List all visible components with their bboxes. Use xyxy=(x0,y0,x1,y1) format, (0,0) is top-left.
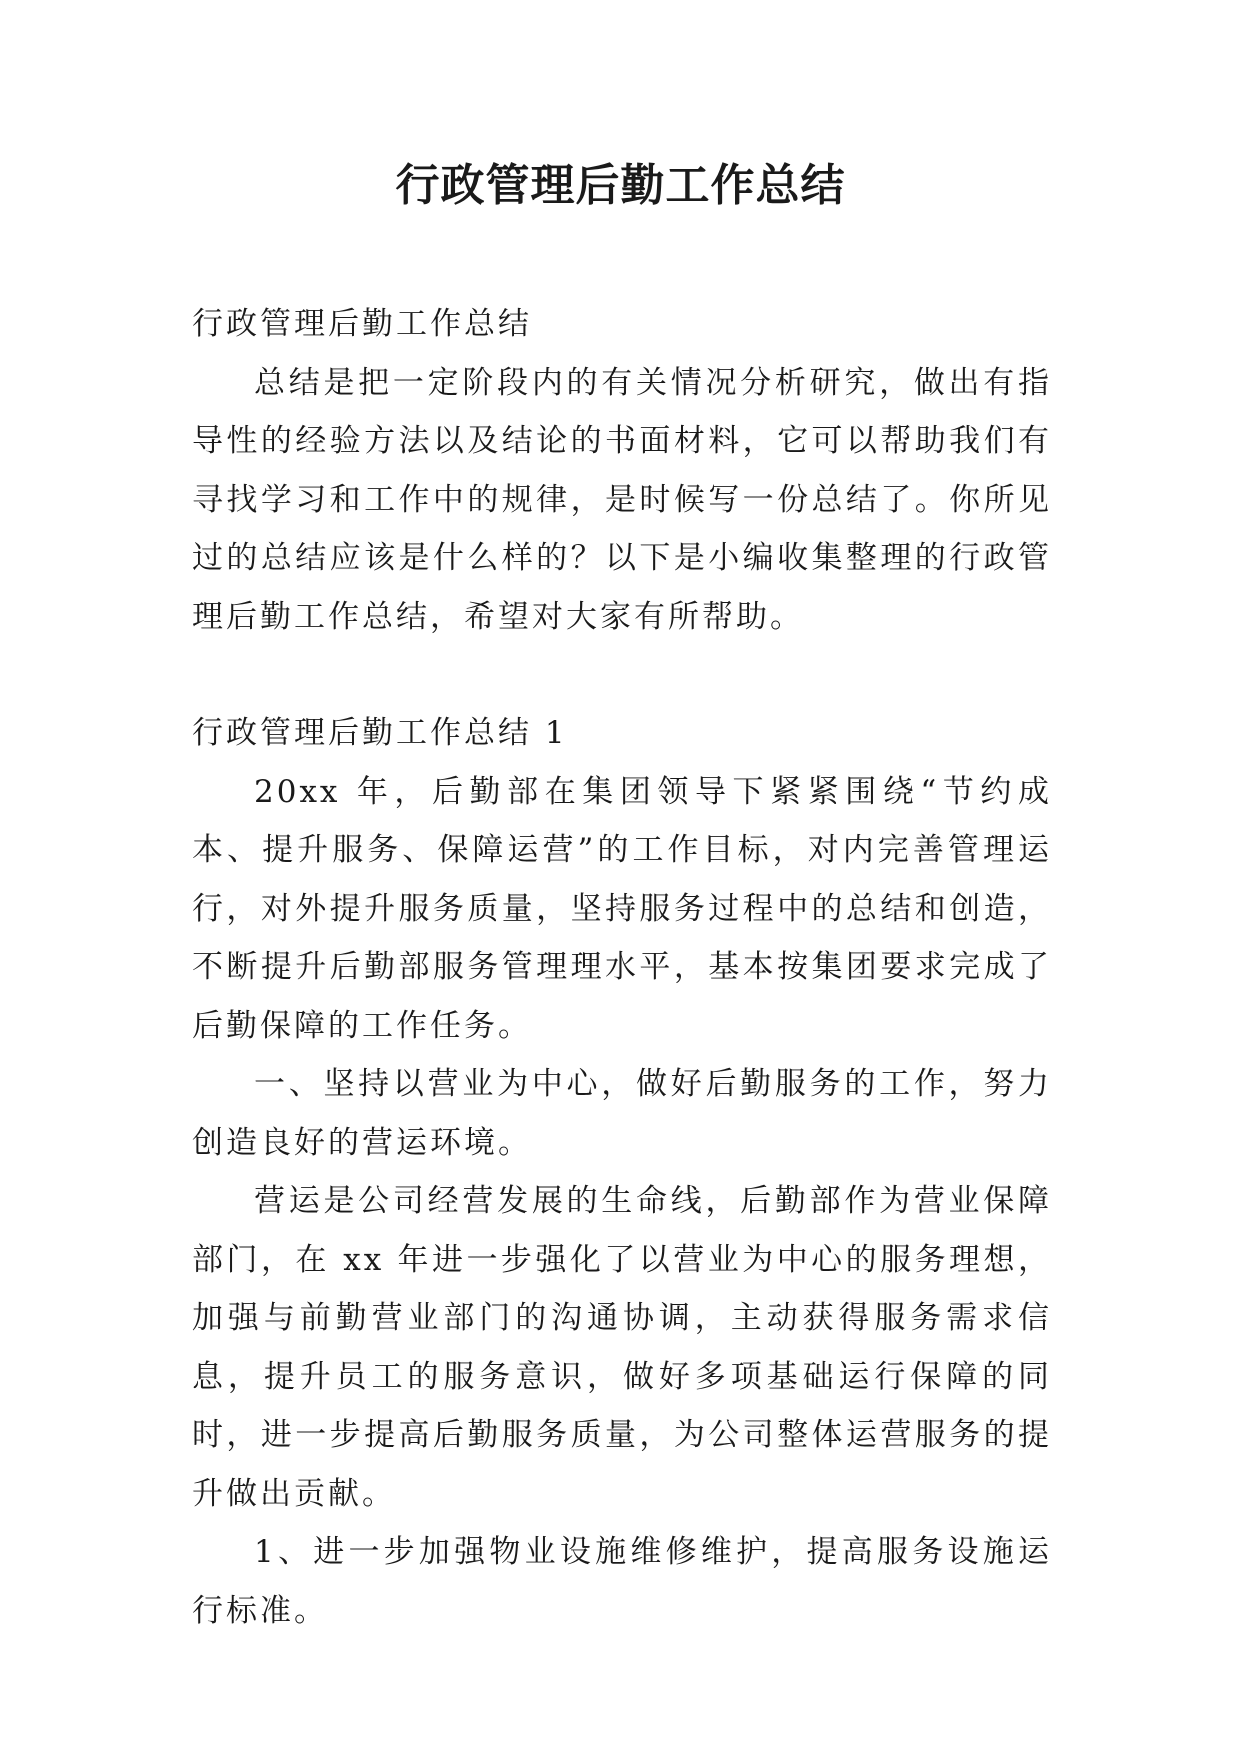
body-paragraph: 20xx 年，后勤部在集团领导下紧紧围绕“节约成本、提升服务、保障运营”的工作目标，对内完善管理运行，对外提升服务质量，坚持服务过程中的总结和创造，不断提升后勤部服务管理理水平，基本按集团要求完成了后勤保障的工作任务。 xyxy=(192,773,1052,1044)
intro-heading: 行政管理后勤工作总结 xyxy=(192,306,532,342)
body-paragraph: 一、坚持以营业为中心，做好后勤服务的工作，努力创造良好的营运环境。 xyxy=(192,1066,1052,1161)
section-heading: 行政管理后勤工作总结 1 xyxy=(192,715,568,751)
document-body xyxy=(192,295,1052,1640)
body-paragraph: 营运是公司经营发展的生命线，后勤部作为营业保障部门，在 xx 年进一步强化了以营业为中心的服务理想，加强与前勤营业部门的沟通协调，主动获得服务需求信息，提升员工的服务意识，做好多项基础运行保障的同时，进一步提高后勤服务质量，为公司整体运营服务的提升做出贡献。 xyxy=(192,1183,1052,1512)
document-title: 行政管理后勤工作总结 xyxy=(395,160,846,211)
section-spacer xyxy=(192,646,1052,704)
body-paragraph: 1、进一步加强物业设施维修维护，提高服务设施运行标准。 xyxy=(192,1534,1052,1629)
intro-paragraph: 总结是把一定阶段内的有关情况分析研究，做出有指导性的经验方法以及结论的书面材料，它可以帮助我们有寻找学习和工作中的规律，是时候写一份总结了。你所见过的总结应该是什么样的？以下是小编收集整理的行政管理后勤工作总结，希望对大家有所帮助。 xyxy=(192,364,1052,635)
